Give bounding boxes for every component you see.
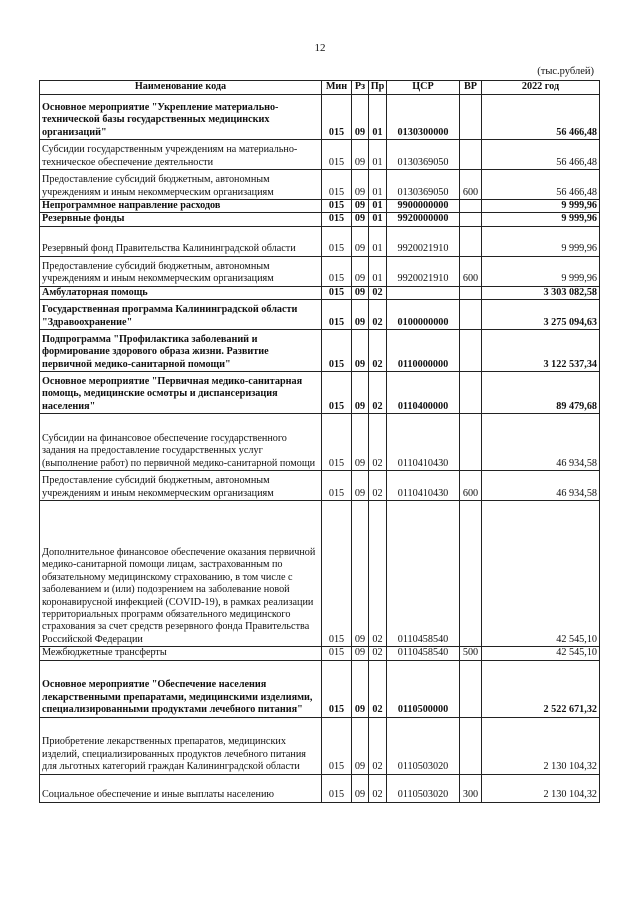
row-amount: 3 122 537,34	[482, 330, 600, 372]
row-pr: 02	[369, 501, 387, 647]
row-pr: 02	[369, 717, 387, 774]
row-vr	[460, 660, 482, 717]
table-row	[40, 213, 600, 226]
row-min: 015	[322, 95, 352, 140]
row-vr	[460, 300, 482, 330]
row-vr: 600	[460, 256, 482, 286]
row-amount: 46 934,58	[482, 414, 600, 471]
row-pr: 02	[369, 330, 387, 372]
row-pr: 02	[369, 660, 387, 717]
table-row	[40, 717, 600, 774]
row-csr: 0130369050	[387, 170, 460, 200]
row-csr: 0110500000	[387, 660, 460, 717]
row-pr: 01	[369, 226, 387, 256]
row-vr	[460, 95, 482, 140]
row-csr	[387, 286, 460, 299]
row-min: 015	[322, 330, 352, 372]
row-pr: 02	[369, 774, 387, 802]
row-name: Основное мероприятие "Обеспечение населения лекарственными препаратами, медицинскими изделиями, специализированными продуктами лечебного питания"	[40, 660, 322, 717]
row-rz: 09	[352, 170, 369, 200]
page-number: 12	[314, 42, 326, 54]
row-csr: 0110503020	[387, 717, 460, 774]
row-min: 015	[322, 774, 352, 802]
row-csr: 0110458540	[387, 501, 460, 647]
row-pr: 02	[369, 647, 387, 660]
row-min: 015	[322, 717, 352, 774]
row-vr	[460, 717, 482, 774]
header-name: Наименование кода	[40, 81, 322, 95]
table-row	[40, 647, 600, 660]
row-rz: 09	[352, 213, 369, 226]
table-row	[40, 660, 600, 717]
row-amount: 56 466,48	[482, 170, 600, 200]
table-row	[40, 95, 600, 140]
row-name: Дополнительное финансовое обеспечение оказания первичной медико-санитарной помощи лицам, застрахованным по обязательному медицинскому страхованию, в том числе с заболеванием и (или) подозрением на заболевание новой коронавирусной инфекцией (COVID-19), в рамках реализации территориальных программ обязательного медицинского страхования за счет средств резервного фонда Правительства Российской Федерации	[40, 501, 322, 647]
table-row	[40, 774, 600, 802]
table-row	[40, 300, 600, 330]
row-csr: 9920021910	[387, 256, 460, 286]
row-amount: 9 999,96	[482, 256, 600, 286]
row-amount: 2 522 671,32	[482, 660, 600, 717]
table-row	[40, 286, 600, 299]
row-rz: 09	[352, 660, 369, 717]
table-row	[40, 501, 600, 647]
row-csr: 9900000000	[387, 200, 460, 213]
row-csr: 0110410430	[387, 471, 460, 501]
row-pr: 02	[369, 286, 387, 299]
table-row	[40, 140, 600, 170]
header-csr: ЦСР	[387, 81, 460, 95]
table-row	[40, 200, 600, 213]
table-row	[40, 170, 600, 200]
row-name: Субсидии на финансовое обеспечение государственного задания на предоставление государственных услуг (выполнение работ) по первичной медико-санитарной помощи	[40, 414, 322, 471]
row-amount: 89 479,68	[482, 372, 600, 414]
row-name: Приобретение лекарственных препаратов, медицинских изделий, специализированных продуктов лечебного питания для льготных категорий граждан Калининградской области	[40, 717, 322, 774]
row-min: 015	[322, 501, 352, 647]
table-row	[40, 414, 600, 471]
budget-table	[39, 80, 600, 803]
row-amount: 9 999,96	[482, 200, 600, 213]
row-amount: 3 303 082,58	[482, 286, 600, 299]
row-rz: 09	[352, 647, 369, 660]
row-pr: 02	[369, 372, 387, 414]
row-pr: 01	[369, 200, 387, 213]
row-vr	[460, 213, 482, 226]
row-name: Предоставление субсидий бюджетным, автономным учреждениям и иным некоммерческим организациям	[40, 170, 322, 200]
row-name: Подпрограмма "Профилактика заболеваний и формирование здорового образа жизни. Развитие первичной медико-санитарной помощи"	[40, 330, 322, 372]
row-amount: 56 466,48	[482, 140, 600, 170]
table-row	[40, 372, 600, 414]
row-pr: 02	[369, 300, 387, 330]
row-vr: 600	[460, 170, 482, 200]
row-vr	[460, 226, 482, 256]
row-rz: 09	[352, 501, 369, 647]
row-vr	[460, 200, 482, 213]
row-rz: 09	[352, 256, 369, 286]
header-pr: Пр	[369, 81, 387, 95]
row-csr: 9920000000	[387, 213, 460, 226]
row-vr: 500	[460, 647, 482, 660]
header-year: 2022 год	[482, 81, 600, 95]
row-csr: 0110458540	[387, 647, 460, 660]
row-min: 015	[322, 300, 352, 330]
row-vr	[460, 286, 482, 299]
row-vr	[460, 501, 482, 647]
row-min: 015	[322, 471, 352, 501]
row-name: Амбулаторная помощь	[40, 286, 322, 299]
row-amount: 2 130 104,32	[482, 717, 600, 774]
row-vr	[460, 140, 482, 170]
row-min: 015	[322, 647, 352, 660]
row-pr: 01	[369, 140, 387, 170]
row-csr: 9920021910	[387, 226, 460, 256]
row-name: Социальное обеспечение и иные выплаты населению	[40, 774, 322, 802]
row-pr: 02	[369, 414, 387, 471]
row-name: Резервный фонд Правительства Калининградской области	[40, 226, 322, 256]
row-min: 015	[322, 414, 352, 471]
row-rz: 09	[352, 372, 369, 414]
row-pr: 01	[369, 95, 387, 140]
row-csr: 0110410430	[387, 414, 460, 471]
row-rz: 09	[352, 140, 369, 170]
row-rz: 09	[352, 471, 369, 501]
row-name: Непрограммное направление расходов	[40, 200, 322, 213]
row-amount: 46 934,58	[482, 471, 600, 501]
row-pr: 02	[369, 471, 387, 501]
row-csr: 0110400000	[387, 372, 460, 414]
row-name: Межбюджетные трансферты	[40, 647, 322, 660]
header-rz: Рз	[352, 81, 369, 95]
row-pr: 01	[369, 256, 387, 286]
row-vr: 300	[460, 774, 482, 802]
row-min: 015	[322, 660, 352, 717]
row-rz: 09	[352, 200, 369, 213]
row-rz: 09	[352, 717, 369, 774]
row-csr: 0110000000	[387, 330, 460, 372]
row-min: 015	[322, 200, 352, 213]
row-amount: 56 466,48	[482, 95, 600, 140]
row-amount: 9 999,96	[482, 226, 600, 256]
row-csr: 0110503020	[387, 774, 460, 802]
row-min: 015	[322, 140, 352, 170]
row-vr	[460, 372, 482, 414]
row-name: Предоставление субсидий бюджетным, автономным учреждениям и иным некоммерческим организациям	[40, 471, 322, 501]
row-csr: 0100000000	[387, 300, 460, 330]
row-vr	[460, 330, 482, 372]
row-amount: 3 275 094,63	[482, 300, 600, 330]
header-min: Мин	[322, 81, 352, 95]
row-vr	[460, 414, 482, 471]
row-name: Предоставление субсидий бюджетным, автономным учреждениям и иным некоммерческим организациям	[40, 256, 322, 286]
units-label: (тыс.рублей)	[537, 66, 594, 77]
row-rz: 09	[352, 774, 369, 802]
row-min: 015	[322, 256, 352, 286]
row-name: Основное мероприятие "Первичная медико-санитарная помощь, медицинские осмотры и диспансеризация населения"	[40, 372, 322, 414]
row-rz: 09	[352, 330, 369, 372]
row-name: Основное мероприятие "Укрепление материально-технической базы государственных медицинских организаций"	[40, 95, 322, 140]
row-min: 015	[322, 213, 352, 226]
row-rz: 09	[352, 95, 369, 140]
row-min: 015	[322, 286, 352, 299]
row-rz: 09	[352, 286, 369, 299]
row-min: 015	[322, 226, 352, 256]
row-min: 015	[322, 372, 352, 414]
table-row	[40, 226, 600, 256]
row-name: Государственная программа Калининградской области "Здравоохранение"	[40, 300, 322, 330]
row-amount: 9 999,96	[482, 213, 600, 226]
row-vr: 600	[460, 471, 482, 501]
row-name: Субсидии государственным учреждениям на материально-техническое обеспечение деятельности	[40, 140, 322, 170]
row-name: Резервные фонды	[40, 213, 322, 226]
row-pr: 01	[369, 213, 387, 226]
row-rz: 09	[352, 226, 369, 256]
row-pr: 01	[369, 170, 387, 200]
table-row	[40, 256, 600, 286]
row-amount: 42 545,10	[482, 501, 600, 647]
header-vr: ВР	[460, 81, 482, 95]
table-row	[40, 471, 600, 501]
row-rz: 09	[352, 414, 369, 471]
row-amount: 2 130 104,32	[482, 774, 600, 802]
row-csr: 0130300000	[387, 95, 460, 140]
table-row	[40, 330, 600, 372]
row-amount: 42 545,10	[482, 647, 600, 660]
row-csr: 0130369050	[387, 140, 460, 170]
header-row	[40, 81, 600, 95]
row-rz: 09	[352, 300, 369, 330]
row-min: 015	[322, 170, 352, 200]
